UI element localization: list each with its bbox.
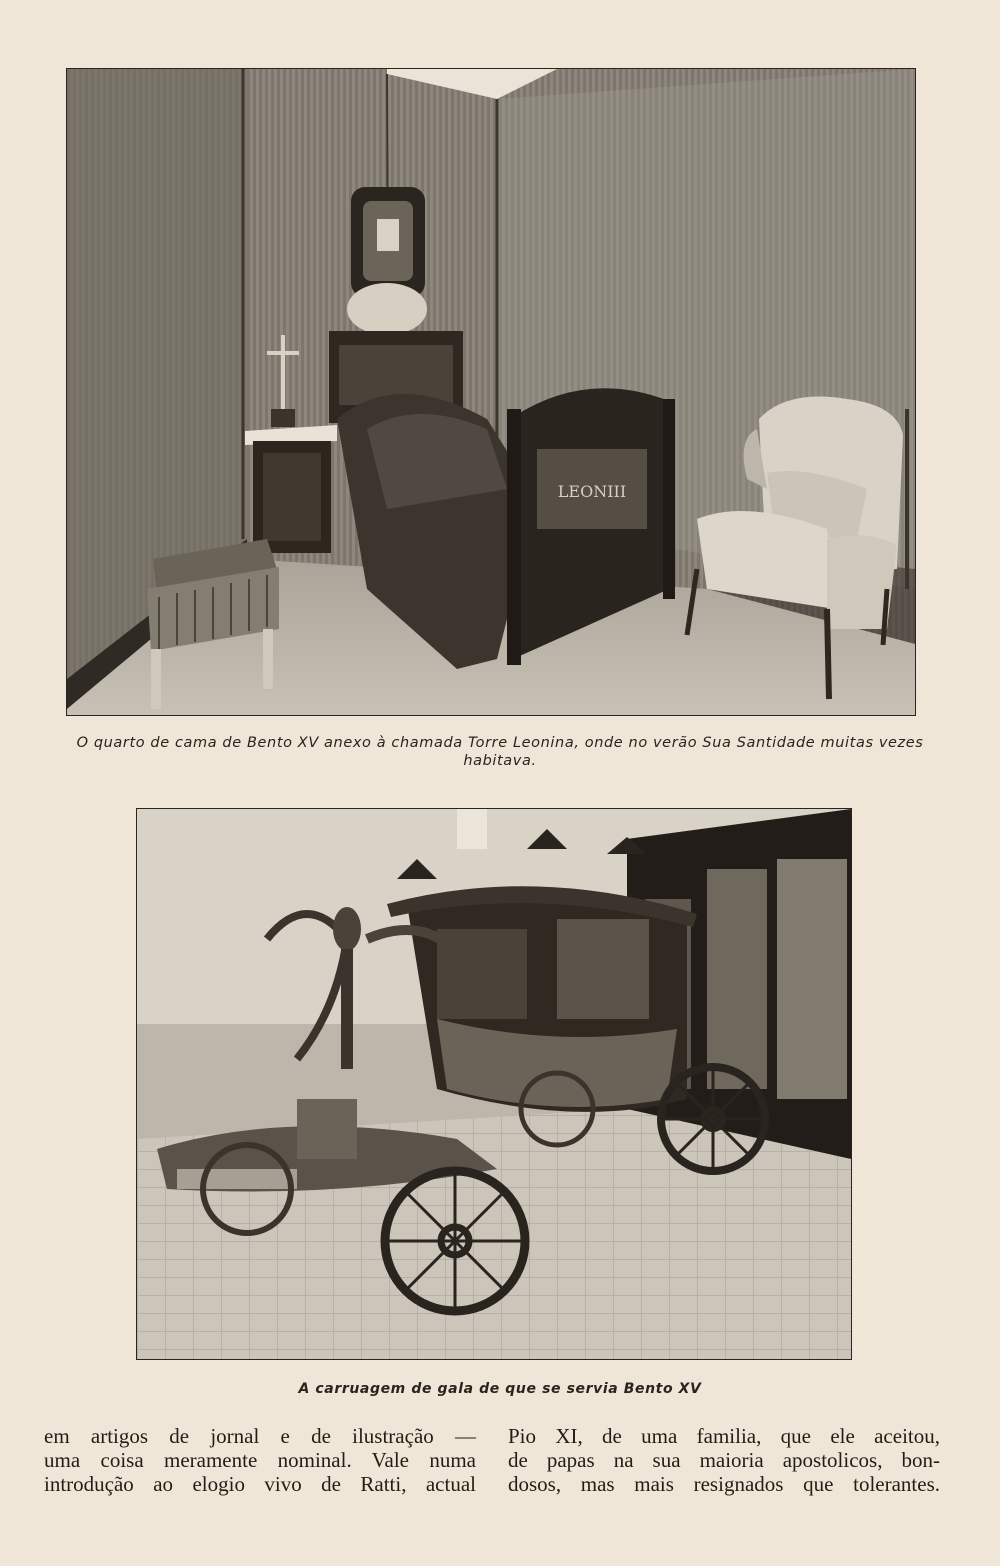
caption-line: O quarto de cama de Bento XV anexo à chamada Torre Leonina, onde no verão Sua Santidade muitas vezes (76, 735, 924, 751)
carriage-photo-caption: A carruagem de gala de que se servia Bento XV (298, 1381, 702, 1397)
text-line: de papas na sua maioria apostolicos, bon- (508, 1448, 940, 1472)
caption-line: habitava. (463, 753, 537, 769)
text-column-left (44, 1424, 476, 1496)
text-line: introdução ao elogio vivo de Ratti, actual (44, 1472, 476, 1496)
text-line: uma coisa meramente nominal. Vale numa (44, 1448, 476, 1472)
text-line: Pio XI, de uma familia, que ele aceitou, (508, 1424, 940, 1448)
bedroom-photo-caption (40, 734, 960, 770)
bedroom-photo (66, 68, 916, 716)
text-line: dosos, mas mais resignados que tolerantes. (508, 1472, 940, 1496)
carriage-photo (136, 808, 852, 1360)
text-line: em artigos de jornal e de ilustração — (44, 1424, 476, 1448)
bed-inscription: LEONIII (557, 482, 627, 501)
text-column-right (508, 1424, 940, 1496)
